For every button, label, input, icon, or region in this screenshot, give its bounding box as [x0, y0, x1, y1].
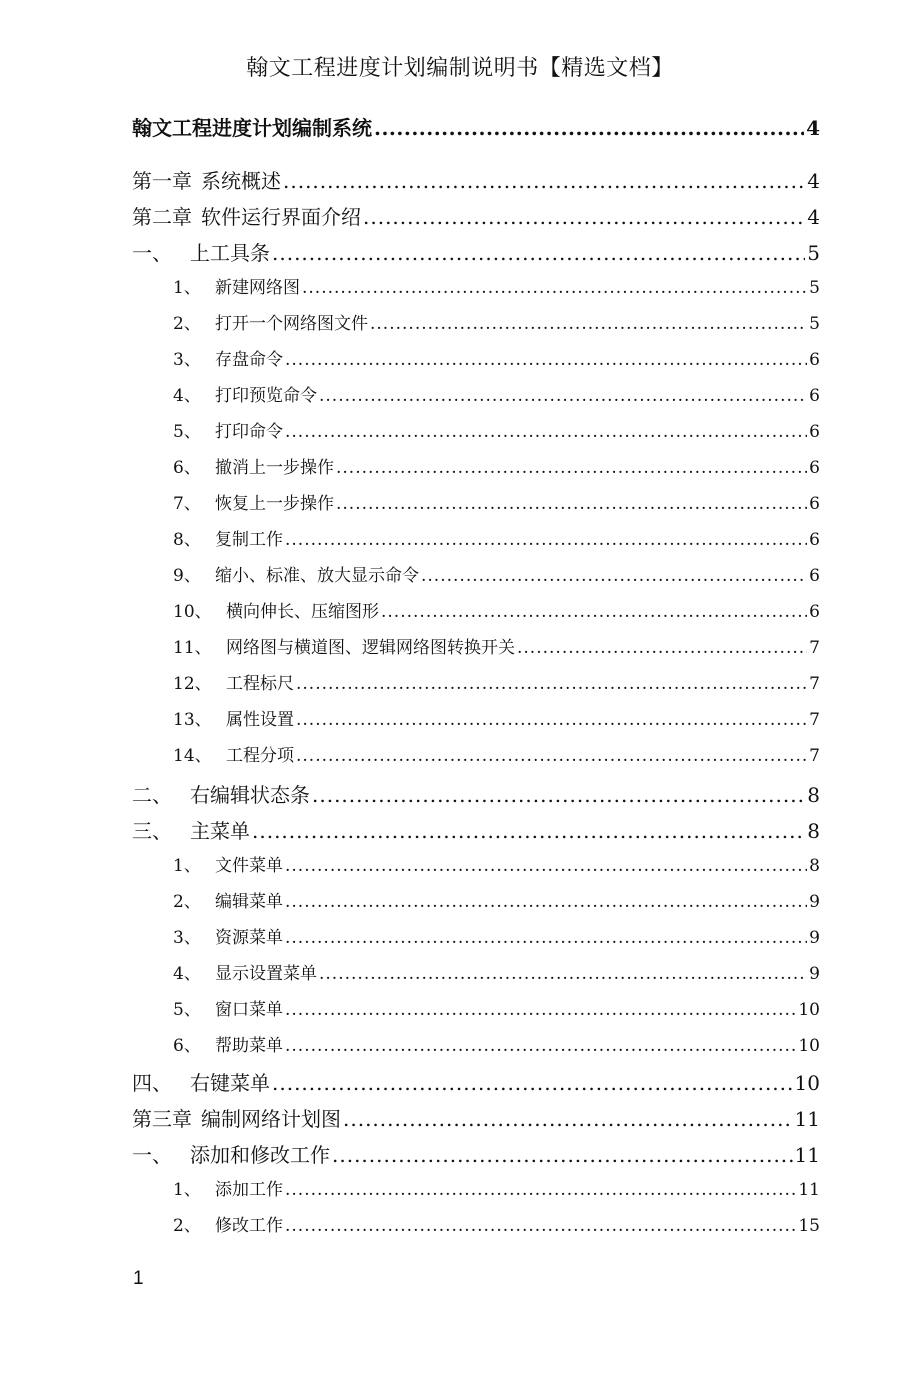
- toc-entry-number: 1、: [173, 1180, 201, 1200]
- toc-entry[interactable]: [132, 273, 820, 307]
- toc-dot-leader: [296, 674, 807, 694]
- toc-entry-number: 5、: [173, 1000, 201, 1020]
- toc-entry-number: 四、: [132, 1071, 172, 1095]
- toc-dot-leader: [285, 856, 807, 876]
- toc-entry[interactable]: [132, 112, 820, 146]
- toc-entry-page: 8: [807, 819, 820, 843]
- toc-entry-text: 恢复上一步操作: [215, 494, 334, 514]
- toc-dot-leader: [370, 314, 807, 334]
- toc-entry[interactable]: [132, 995, 820, 1029]
- toc-entry-number: 7、: [173, 494, 201, 514]
- toc-entry[interactable]: [132, 633, 820, 667]
- toc-entry-number: 4、: [173, 964, 201, 984]
- toc-entry-page: 4: [807, 205, 820, 229]
- toc-entry-number: 12、: [173, 674, 212, 694]
- toc-entry-text: 资源菜单: [215, 928, 283, 948]
- toc-dot-leader: [272, 241, 805, 265]
- toc-entry[interactable]: [132, 489, 820, 523]
- toc-entry-page: 7: [809, 638, 820, 658]
- toc-entry-number: 4、: [173, 386, 201, 406]
- toc-entry-text: 显示设置菜单: [215, 964, 317, 984]
- toc-entry[interactable]: [132, 561, 820, 595]
- toc-dot-leader: [312, 783, 805, 807]
- toc-entry-text: 存盘命令: [215, 350, 283, 370]
- toc-entry-text: 编辑菜单: [215, 892, 283, 912]
- toc-dot-leader: [285, 1180, 796, 1200]
- toc-entry[interactable]: [132, 705, 820, 739]
- toc-entry[interactable]: [132, 201, 820, 235]
- toc-entry[interactable]: [132, 345, 820, 379]
- toc-entry[interactable]: [132, 1031, 820, 1065]
- toc-entry-page: 9: [809, 928, 820, 948]
- toc-entry[interactable]: [132, 453, 820, 487]
- toc-entry-number: 3、: [173, 350, 201, 370]
- toc-entry[interactable]: [132, 1103, 820, 1137]
- toc-entry-page: 5: [809, 314, 820, 334]
- toc-dot-leader: [517, 638, 807, 658]
- toc-entry-page: 6: [809, 458, 820, 478]
- toc-entry-text: 帮助菜单: [215, 1036, 283, 1056]
- toc-entry-number: 第一章: [132, 169, 192, 193]
- toc-entry-page: 11: [794, 1143, 820, 1167]
- toc-entry-page: 4: [806, 116, 820, 140]
- toc-entry[interactable]: [132, 381, 820, 415]
- toc-entry[interactable]: [132, 669, 820, 703]
- toc-entry-number: 1、: [173, 856, 201, 876]
- toc-entry-text: 窗口菜单: [215, 1000, 283, 1020]
- toc-entry-text: 右编辑状态条: [190, 783, 310, 807]
- toc-entry-number: 6、: [173, 458, 201, 478]
- toc-dot-leader: [332, 1143, 793, 1167]
- toc-entry[interactable]: [132, 525, 820, 559]
- toc-entry-page: 6: [809, 494, 820, 514]
- toc-entry-number: 2、: [173, 314, 201, 334]
- toc-entry[interactable]: [132, 923, 820, 957]
- toc-dot-leader: [319, 386, 807, 406]
- toc-dot-leader: [283, 169, 805, 193]
- toc-entry-page: 7: [809, 746, 820, 766]
- toc-entry[interactable]: [132, 1139, 820, 1173]
- toc-dot-leader: [363, 205, 805, 229]
- toc-dot-leader: [285, 530, 807, 550]
- toc-dot-leader: [285, 928, 807, 948]
- toc-entry-page: 7: [809, 674, 820, 694]
- toc-entry-number: 5、: [173, 422, 201, 442]
- toc-entry-text: 撤消上一步操作: [215, 458, 334, 478]
- toc-entry-number: 第二章: [132, 205, 192, 229]
- toc-dot-leader: [285, 892, 807, 912]
- toc-entry-page: 11: [794, 1107, 820, 1131]
- toc-entry[interactable]: [132, 237, 820, 271]
- toc-entry-page: 15: [798, 1216, 820, 1236]
- toc-dot-leader: [296, 746, 807, 766]
- toc-entry-page: 9: [809, 892, 820, 912]
- toc-entry-text: 打印命令: [215, 422, 283, 442]
- toc-entry[interactable]: [132, 815, 820, 849]
- toc-entry[interactable]: [132, 597, 820, 631]
- toc-entry-page: 6: [809, 386, 820, 406]
- toc-dot-leader: [302, 278, 807, 298]
- toc-entry-text: 新建网络图: [215, 278, 300, 298]
- toc-dot-leader: [374, 116, 804, 140]
- toc-dot-leader: [285, 1036, 796, 1056]
- toc-entry-text: 系统概述: [201, 169, 281, 193]
- toc-entry-text: 网络图与横道图、逻辑网络图转换开关: [226, 638, 515, 658]
- toc-entry-page: 6: [809, 566, 820, 586]
- toc-dot-leader: [272, 1071, 793, 1095]
- toc-entry[interactable]: [132, 779, 820, 813]
- toc-entry-text: 修改工作: [215, 1216, 283, 1236]
- toc-entry-page: 10: [794, 1071, 820, 1095]
- toc-entry-page: 9: [809, 964, 820, 984]
- toc-dot-leader: [285, 350, 807, 370]
- toc-dot-leader: [285, 422, 807, 442]
- toc-entry[interactable]: [132, 851, 820, 885]
- toc-entry-page: 6: [809, 350, 820, 370]
- toc-entry-text: 文件菜单: [215, 856, 283, 876]
- page-number: 1: [133, 1268, 144, 1289]
- toc-entry-text: 右键菜单: [190, 1071, 270, 1095]
- toc-entry-page: 6: [809, 602, 820, 622]
- toc-entry-text: 属性设置: [226, 710, 294, 730]
- toc-entry-text: 工程标尺: [226, 674, 294, 694]
- toc-entry[interactable]: [132, 417, 820, 451]
- toc-entry[interactable]: [132, 165, 820, 199]
- toc-entry-text: 翰文工程进度计划编制系统: [132, 116, 372, 140]
- toc-entry-page: 10: [798, 1000, 820, 1020]
- toc-dot-leader: [336, 458, 807, 478]
- toc-dot-leader: [285, 1216, 796, 1236]
- toc-entry-page: 10: [798, 1036, 820, 1056]
- toc-entry-text: 添加工作: [215, 1180, 283, 1200]
- toc-entry-text: 打开一个网络图文件: [215, 314, 368, 334]
- toc-entry-number: 三、: [132, 819, 172, 843]
- toc-entry-text: 主菜单: [190, 819, 250, 843]
- toc-entry-page: 7: [809, 710, 820, 730]
- toc-entry-text: 打印预览命令: [215, 386, 317, 406]
- toc-entry-page: 6: [809, 422, 820, 442]
- toc-dot-leader: [296, 710, 807, 730]
- toc-entry-text: 工程分项: [226, 746, 294, 766]
- toc-entry-number: 1、: [173, 278, 201, 298]
- toc-entry-number: 11、: [173, 638, 212, 658]
- toc-entry-number: 6、: [173, 1036, 201, 1056]
- toc-entry-page: 4: [807, 169, 820, 193]
- toc-dot-leader: [381, 602, 807, 622]
- toc-entry-text: 软件运行界面介绍: [201, 205, 361, 229]
- toc-entry[interactable]: [132, 309, 820, 343]
- toc-dot-leader: [336, 494, 807, 514]
- toc-entry-page: 5: [809, 278, 820, 298]
- toc-entry-page: 6: [809, 530, 820, 550]
- toc-entry[interactable]: [132, 741, 820, 775]
- toc-entry-page: 8: [807, 783, 820, 807]
- toc-entry-text: 缩小、标准、放大显示命令: [215, 566, 419, 586]
- toc-entry-number: 二、: [132, 783, 172, 807]
- toc-entry-text: 复制工作: [215, 530, 283, 550]
- toc-entry-number: 2、: [173, 1216, 201, 1236]
- toc-entry[interactable]: [132, 1067, 820, 1101]
- toc-entry-text: 横向伸长、压缩图形: [226, 602, 379, 622]
- toc-entry[interactable]: [132, 1211, 820, 1245]
- toc-entry-number: 2、: [173, 892, 201, 912]
- toc-entry-number: 10、: [173, 602, 212, 622]
- toc-dot-leader: [343, 1107, 793, 1131]
- toc-entry-text: 编制网络计划图: [201, 1107, 341, 1131]
- toc-entry-page: 5: [807, 241, 820, 265]
- toc-entry-page: 11: [798, 1180, 820, 1200]
- toc-entry[interactable]: [132, 887, 820, 921]
- toc-entry[interactable]: [132, 1175, 820, 1209]
- toc-dot-leader: [421, 566, 807, 586]
- toc-dot-leader: [252, 819, 805, 843]
- toc-entry-text: 上工具条: [190, 241, 270, 265]
- toc-entry-number: 13、: [173, 710, 212, 730]
- toc-entry-number: 第三章: [132, 1107, 192, 1131]
- toc-entry-number: 9、: [173, 566, 201, 586]
- toc-entry-text: 添加和修改工作: [190, 1143, 330, 1167]
- toc-entry-number: 一、: [132, 1143, 172, 1167]
- toc-dot-leader: [285, 1000, 796, 1020]
- toc-entry-number: 8、: [173, 530, 201, 550]
- toc-entry-number: 14、: [173, 746, 212, 766]
- toc-entry-number: 一、: [132, 241, 172, 265]
- toc-entry-number: 3、: [173, 928, 201, 948]
- toc-dot-leader: [319, 964, 807, 984]
- toc-entry-page: 8: [809, 856, 820, 876]
- page-title: 翰文工程进度计划编制说明书【精选文档】: [246, 56, 674, 81]
- toc-entry[interactable]: [132, 959, 820, 993]
